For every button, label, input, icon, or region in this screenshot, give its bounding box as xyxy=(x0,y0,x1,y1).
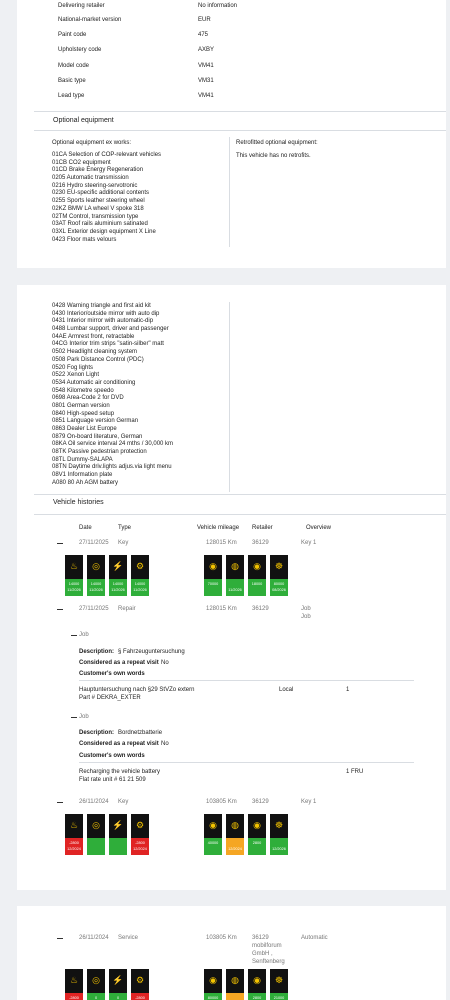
brake-front-icon: ◎ xyxy=(92,820,100,830)
collapse-toggle[interactable] xyxy=(57,802,63,803)
column-divider xyxy=(229,137,230,247)
column-header-mileage: Vehicle mileage xyxy=(197,525,240,531)
history-overview: Job xyxy=(301,614,311,620)
tile-remaining: 18000 xyxy=(251,582,263,586)
job-label: Job xyxy=(79,632,89,638)
paint-code-value: 475 xyxy=(198,32,209,38)
column-header-date: Date xyxy=(79,525,92,531)
tile-icon-area xyxy=(87,555,105,579)
lead-type-value: VM41 xyxy=(198,93,214,99)
history-date: 27/11/2025 xyxy=(79,606,109,612)
equipment-list-part1 xyxy=(52,152,161,244)
service-tile xyxy=(131,969,149,1000)
equipment-item: 0508 Park Distance Control (PDC) xyxy=(52,356,144,363)
service-tile xyxy=(109,814,127,855)
job-description: § Fahrzeuguntersuchung xyxy=(118,649,185,655)
brake-fluid-icon: ◍ xyxy=(231,820,239,830)
tile-due-date: 11/2026 xyxy=(133,588,147,592)
equipment-item: 0216 Hydro steering-servotronic xyxy=(52,182,138,189)
history-type: Key xyxy=(118,799,129,805)
retrofitted-heading: Retrofitted optional equipment: xyxy=(236,140,318,146)
paint-code-label: Paint code xyxy=(58,32,87,38)
spark-plug-icon: ⚡ xyxy=(112,561,124,571)
tile-due-date: 12/2024 xyxy=(228,847,242,851)
brake-fluid-icon: ◍ xyxy=(231,975,239,985)
upholstery-code-label: Upholstery code xyxy=(58,47,102,53)
equipment-item: 0205 Automatic transmission xyxy=(52,175,129,182)
tile-due-date: 11/2026 xyxy=(111,588,125,592)
tile-icon-area xyxy=(204,969,222,993)
tile-icon-area xyxy=(270,814,288,838)
history-mileage: 128015 Km xyxy=(206,606,237,612)
equipment-item: 0431 Interior mirror with automatic-dip xyxy=(52,318,154,325)
collapse-toggle[interactable] xyxy=(57,543,63,544)
job-line: Hauptuntersuchung nach §29 StVZo extern xyxy=(79,687,195,693)
history-retailer: 36129 xyxy=(252,540,269,546)
service-tile xyxy=(204,969,222,1000)
basic-type-value: VM31 xyxy=(198,78,214,84)
service-history-card xyxy=(17,906,446,1000)
history-type: Key xyxy=(118,540,129,546)
tile-remaining: -2800 xyxy=(135,996,145,1000)
equipment-item: 0840 High-speed setup xyxy=(52,410,115,417)
tile-remaining: 14000 xyxy=(112,582,124,586)
tile-icon-area xyxy=(109,555,127,579)
tile-icon-area xyxy=(131,555,149,579)
vehicle-check-icon: ☸ xyxy=(274,820,284,830)
service-tile xyxy=(65,555,83,596)
equipment-item: 0879 On-board literature, German xyxy=(52,433,143,440)
job-part: Flat rate unit # 61 21 509 xyxy=(79,777,146,783)
brake-fluid-icon: ◍ xyxy=(231,561,239,571)
tile-icon-area xyxy=(65,814,83,838)
job-part: Part # DEKRA_EXTER xyxy=(79,695,141,701)
basic-type-label: Basic type xyxy=(58,78,86,84)
service-tile xyxy=(131,555,149,596)
equipment-list-part2 xyxy=(52,303,173,488)
job-label: Job xyxy=(79,714,89,720)
tile-remaining: 21000 xyxy=(273,996,285,1000)
tile-due-date: 08/2026 xyxy=(272,588,286,592)
collapse-toggle[interactable] xyxy=(71,717,77,718)
service-tile xyxy=(109,969,127,1000)
history-type: Repair xyxy=(118,606,136,612)
tile-icon-area xyxy=(248,814,266,838)
brake-pad-front-icon: ◉ xyxy=(209,820,217,830)
service-tile xyxy=(248,814,266,855)
history-mileage: 128015 Km xyxy=(206,540,237,546)
equipment-item: 08TK Passive pedestrian protection xyxy=(52,449,147,456)
equipment-item: 0851 Language version German xyxy=(52,418,139,425)
column-header-overview: Overview xyxy=(306,525,332,531)
history-mileage: 103805 Km xyxy=(206,799,237,805)
filter-icon: ⚙ xyxy=(135,561,145,571)
service-tile xyxy=(87,555,105,596)
vehicle-info-card xyxy=(17,0,446,268)
history-overview: Job xyxy=(301,606,311,612)
equipment-item: 08V1 Information plate xyxy=(52,472,113,479)
service-tile xyxy=(270,555,288,596)
service-tile xyxy=(87,814,105,855)
equipment-item: 0255 Sports leather steering wheel xyxy=(52,198,145,205)
tile-icon-area xyxy=(226,969,244,993)
equipment-item: 08TL Dummy-SALAPA xyxy=(52,456,113,463)
tile-icon-area xyxy=(270,969,288,993)
history-type: Service xyxy=(118,935,139,941)
upholstery-code-value: AXBY xyxy=(198,47,215,53)
service-tile xyxy=(204,814,222,855)
equipment-item: 0698 Area-Code 2 for DVD xyxy=(52,395,124,402)
customer-words-label: Customer's own words xyxy=(79,671,145,677)
collapse-toggle[interactable] xyxy=(71,635,77,636)
tile-remaining: 0 xyxy=(116,996,120,1000)
tile-icon-area xyxy=(131,969,149,993)
brake-pad-rear-icon: ◉ xyxy=(253,820,261,830)
equipment-item: 0430 Interior/outside mirror with auto dip xyxy=(52,310,160,317)
tile-due-date: 12/2024 xyxy=(67,847,81,851)
tile-remaining: -2800 xyxy=(135,841,145,845)
tile-status xyxy=(87,838,105,855)
spark-plug-icon: ⚡ xyxy=(112,820,124,830)
tile-icon-area xyxy=(109,814,127,838)
tile-remaining: 40000 xyxy=(207,841,219,845)
history-overview: Automatic xyxy=(301,935,328,941)
brake-pad-rear-icon: ◉ xyxy=(253,975,261,985)
filter-icon: ⚙ xyxy=(135,820,145,830)
collapse-toggle[interactable] xyxy=(57,609,63,610)
customer-words-label: Customer's own words xyxy=(79,753,145,759)
tile-status xyxy=(226,993,244,1000)
service-tile xyxy=(109,555,127,596)
oil-can-icon: ♨ xyxy=(69,975,79,985)
national-market-label: National-market version xyxy=(58,17,122,23)
tile-due-date: 11/2026 xyxy=(67,588,81,592)
tile-icon-area xyxy=(270,555,288,579)
tile-due-date: 12/2024 xyxy=(133,847,147,851)
vehicle-check-icon: ☸ xyxy=(274,975,284,985)
repeat-visit-value: No xyxy=(161,741,169,747)
oil-can-icon: ♨ xyxy=(69,820,79,830)
tile-icon-area xyxy=(248,969,266,993)
equipment-item: 03AT Roof rails aluminium satinated xyxy=(52,221,148,228)
repeat-visit-label: Considered as a repeat visit xyxy=(79,741,159,747)
brake-front-icon: ◎ xyxy=(92,561,100,571)
tile-remaining: 70000 xyxy=(207,582,219,586)
tile-remaining: 2800 xyxy=(252,996,262,1000)
equipment-item: 0548 Kilometre speedo xyxy=(52,387,114,394)
tile-remaining: 14000 xyxy=(90,582,102,586)
equipment-item: A080 80 Ah AGM battery xyxy=(52,479,119,486)
service-tile xyxy=(226,969,244,1000)
history-retailer-city: Senftenberg xyxy=(252,959,285,965)
equipment-item: 0520 Fog lights xyxy=(52,364,94,371)
job-line: Recharging the vehicle battery xyxy=(79,769,161,775)
tile-remaining: 0 xyxy=(94,996,98,1000)
optional-equipment-title: Optional equipment xyxy=(53,117,114,124)
tile-remaining: 14000 xyxy=(134,582,146,586)
brake-pad-rear-icon: ◉ xyxy=(253,561,261,571)
description-label: Description: xyxy=(79,730,115,736)
job-source: Local xyxy=(279,687,294,693)
tile-icon-area xyxy=(65,969,83,993)
history-retailer-name: GmbH , xyxy=(252,951,273,957)
oil-can-icon: ♨ xyxy=(69,561,79,571)
tile-icon-area xyxy=(109,969,127,993)
tile-remaining: 80000 xyxy=(207,996,219,1000)
equipment-item: 0423 Floor mats velours xyxy=(52,236,117,243)
tile-remaining: -2800 xyxy=(69,841,79,845)
model-code-value: VM41 xyxy=(198,63,214,69)
spark-plug-icon: ⚡ xyxy=(112,975,124,985)
equipment-item: 04CG Interior trim strips "satin-silber" matt xyxy=(52,341,164,348)
history-retailer: 36129 xyxy=(252,935,269,941)
equipment-item: 02TM Control, transmission type xyxy=(52,213,139,220)
tile-icon-area xyxy=(87,969,105,993)
description-label: Description: xyxy=(79,649,115,655)
brake-pad-front-icon: ◉ xyxy=(209,561,217,571)
equipment-item: 0863 Dealer List Europe xyxy=(52,426,117,432)
equipment-item: 02KZ BMW LA wheel V spoke 318 xyxy=(52,205,144,212)
tile-icon-area xyxy=(65,555,83,579)
retrofitted-text: This vehicle has no retrofits. xyxy=(236,153,311,159)
equipment-item: 01CB CO2 equipment xyxy=(52,159,111,166)
history-retailer: 36129 xyxy=(252,606,269,612)
brake-pad-front-icon: ◉ xyxy=(209,975,217,985)
equipment-item: 0428 Warning triangle and first aid kit xyxy=(52,303,151,309)
equipment-item: 0534 Automatic air conditioning xyxy=(52,379,136,386)
service-tile xyxy=(226,814,244,855)
history-date: 26/11/2024 xyxy=(79,935,109,941)
tile-icon-area xyxy=(204,555,222,579)
service-tile xyxy=(65,969,83,1000)
divider xyxy=(79,762,414,763)
equipment-item: 0522 Xenon Light xyxy=(52,372,100,379)
service-tile xyxy=(87,969,105,1000)
history-date: 26/11/2024 xyxy=(79,799,109,805)
tile-icon-area xyxy=(226,555,244,579)
equipment-item: 04AE Armrest front, retractable xyxy=(52,333,135,340)
history-date: 27/11/2025 xyxy=(79,540,109,546)
divider xyxy=(34,494,446,495)
history-retailer: 36129 xyxy=(252,799,269,805)
tile-icon-area xyxy=(131,814,149,838)
column-divider xyxy=(229,302,230,492)
vehicle-histories-title: Vehicle histories xyxy=(53,499,104,506)
tile-remaining: 80000 xyxy=(273,582,285,586)
divider xyxy=(34,514,446,515)
model-code-label: Model code xyxy=(58,63,90,69)
lead-type-label: Lead type xyxy=(58,93,85,99)
service-tile xyxy=(65,814,83,855)
national-market-value: EUR xyxy=(198,17,211,23)
equipment-item: 01CA Selection of COP-relevant vehicles xyxy=(52,152,162,158)
history-overview: Key 1 xyxy=(301,540,317,546)
collapse-toggle[interactable] xyxy=(57,938,63,939)
column-header-retailer: Retailer xyxy=(252,525,273,531)
column-header-type: Type xyxy=(118,525,132,531)
service-tile xyxy=(248,555,266,596)
divider xyxy=(79,680,414,681)
divider xyxy=(34,130,446,131)
service-tile xyxy=(270,969,288,1000)
filter-icon: ⚙ xyxy=(135,975,145,985)
service-tile xyxy=(226,555,244,596)
history-retailer-name: mobilforum xyxy=(252,943,282,949)
vehicle-check-icon: ☸ xyxy=(274,561,284,571)
job-quantity: 1 FRU xyxy=(346,769,364,775)
history-overview: Key 1 xyxy=(301,799,317,805)
job-quantity: 1 xyxy=(346,687,350,693)
equipment-item: 0801 German version xyxy=(52,402,110,409)
equipment-item: 03XL Exterior design equipment X Line xyxy=(52,228,156,235)
equipment-item: 01CD Brake Energy Regeneration xyxy=(52,167,144,174)
history-mileage: 103805 Km xyxy=(206,935,237,941)
service-tile xyxy=(204,555,222,596)
divider xyxy=(34,111,446,112)
tile-icon-area xyxy=(204,814,222,838)
service-tile xyxy=(270,814,288,855)
equipment-item: 0230 EU-specific additional contents xyxy=(52,190,150,197)
delivering-retailer-label: Delivering retailer xyxy=(58,3,105,9)
job-description: Bordnetzbatterie xyxy=(118,730,163,736)
equipment-item: 0502 Headlight cleaning system xyxy=(52,349,138,356)
repeat-visit-value: No xyxy=(161,660,169,666)
equipment-and-history-card xyxy=(17,285,446,890)
service-tile xyxy=(131,814,149,855)
tile-status xyxy=(109,838,127,855)
service-tile xyxy=(248,969,266,1000)
ex-works-heading: Optional equipment ex works: xyxy=(52,140,132,146)
equipment-item: 08KA Oil service interval 24 mths / 30,000 km xyxy=(52,441,174,448)
tile-icon-area xyxy=(226,814,244,838)
tile-remaining: -2800 xyxy=(69,996,79,1000)
tile-remaining: 2800 xyxy=(252,841,262,845)
equipment-item: 08TN Daytime driv.lights adjus.via light menu xyxy=(52,464,172,471)
tile-due-date: 11/2026 xyxy=(228,588,242,592)
repeat-visit-label: Considered as a repeat visit xyxy=(79,660,159,666)
tile-remaining: 14000 xyxy=(68,582,80,586)
tile-icon-area xyxy=(248,555,266,579)
brake-front-icon: ◎ xyxy=(92,975,100,985)
equipment-item: 0488 Lumbar support, driver and passenger xyxy=(52,326,169,333)
delivering-retailer-value: No information xyxy=(198,3,238,9)
tile-due-date: 11/2026 xyxy=(89,588,103,592)
tile-due-date: 12/2026 xyxy=(272,847,286,851)
tile-icon-area xyxy=(87,814,105,838)
